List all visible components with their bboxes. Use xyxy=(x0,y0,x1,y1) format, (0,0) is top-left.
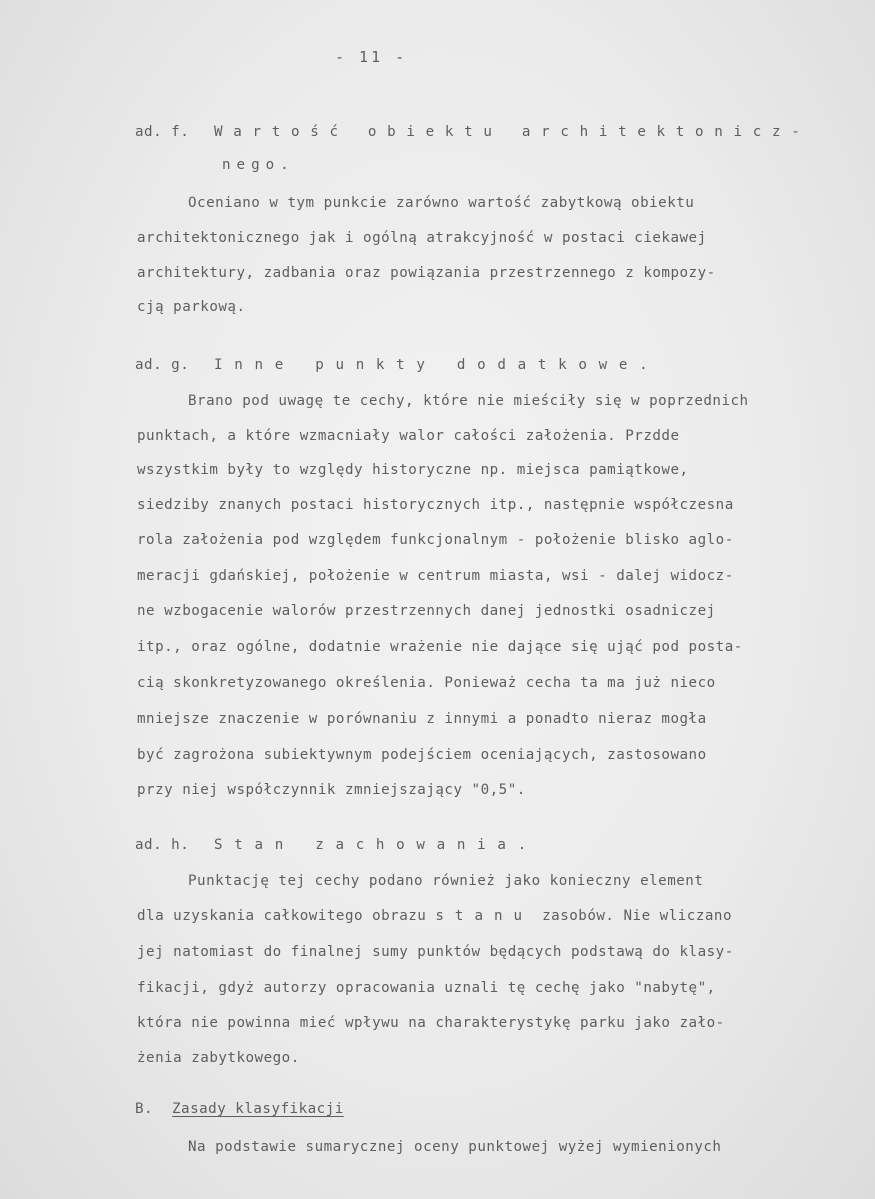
text-segment: zasobów. Nie wliczano xyxy=(533,908,733,924)
text-line: przy niej współczynnik zmniejszający "0,5". xyxy=(137,782,526,798)
text-line: siedziby znanych postaci historycznych itp., następnie współczesna xyxy=(137,497,734,513)
text-line: punktach, a które wzmacniały walor całości założenia. Przdde xyxy=(137,428,680,444)
section-b-prefix: B. xyxy=(135,1101,154,1117)
text-line: która nie powinna mieć wpływu na charakterystykę parku jako zało- xyxy=(137,1015,725,1031)
text-line: żenia zabytkowego. xyxy=(137,1050,300,1066)
text-line: Oceniano w tym punkcie zarówno wartość zabytkową obiektu xyxy=(188,195,695,211)
emphasized-word: stanu xyxy=(435,908,534,924)
text-line: architektonicznego jak i ogólną atrakcyjność w postaci ciekawej xyxy=(137,230,707,246)
section-h-prefix: ad. h. xyxy=(135,837,190,853)
text-line: meracji gdańskiej, położenie w centrum miasta, wsi - dalej widocz- xyxy=(137,568,734,584)
text-line: architektury, zadbania oraz powiązania przestrzennego z kompozy- xyxy=(137,265,716,281)
text-line xyxy=(137,909,732,923)
section-f-heading-cont: nego. xyxy=(222,157,295,173)
section-g-heading: Inne punkty dodatkowe. xyxy=(214,357,660,373)
section-g-prefix: ad. g. xyxy=(135,357,190,373)
text-line: Punktację tej cechy podano również jako konieczny element xyxy=(188,873,704,889)
text-line: ne wzbogacenie walorów przestrzennych danej jednostki osadniczej xyxy=(137,603,716,619)
text-line: Brano pod uwagę te cechy, które nie mieściły się w poprzednich xyxy=(188,393,749,409)
text-line: wszystkim były to względy historyczne np. miejsca pamiątkowe, xyxy=(137,462,689,478)
text-line: fikacji, gdyż autorzy opracowania uznali tę cechę jako "nabytę", xyxy=(137,980,716,996)
text-line: cią skonkretyzowanego określenia. Ponieważ cecha ta ma już nieco xyxy=(137,675,716,691)
page-number: - 11 - xyxy=(335,48,408,66)
text-line: cją parkową. xyxy=(137,299,246,315)
text-line: itp., oraz ogólne, dodatnie wrażenie nie dające się ująć pod posta- xyxy=(137,639,743,655)
section-b-heading: Zasady klasyfikacji xyxy=(172,1101,344,1117)
text-segment: dla uzyskania całkowitego obrazu xyxy=(137,908,436,924)
section-h-heading: Stan zachowania. xyxy=(214,837,538,853)
text-line: być zagrożona subiektywnym podejściem oceniających, zastosowano xyxy=(137,747,707,763)
text-line: Na podstawie sumarycznej oceny punktowej wyżej wymienionych xyxy=(188,1139,722,1155)
section-f-prefix: ad. f. xyxy=(135,124,190,140)
text-line: jej natomiast do finalnej sumy punktów będących podstawą do klasy- xyxy=(137,944,734,960)
text-line: rola założenia pod względem funkcjonalnym - położenie blisko aglo- xyxy=(137,532,734,548)
section-f-heading: Wartość obiektu architektonicz- xyxy=(214,124,811,140)
text-line: mniejsze znaczenie w porównaniu z innymi a ponadto nieraz mogła xyxy=(137,711,707,727)
